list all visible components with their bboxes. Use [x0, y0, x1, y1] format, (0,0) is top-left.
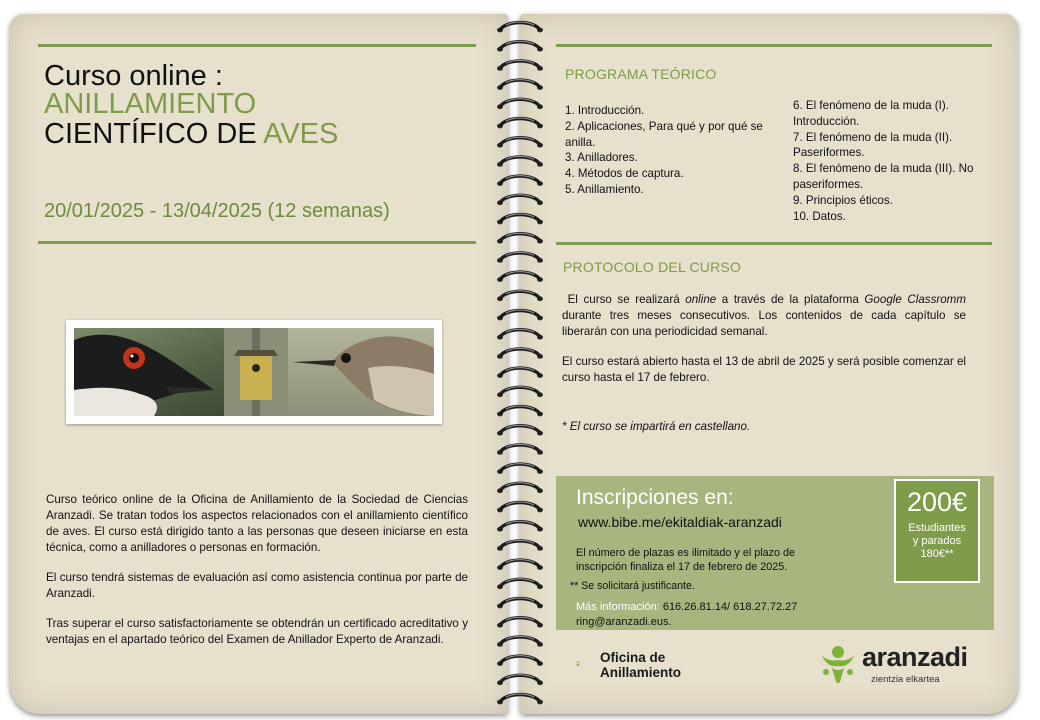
programa-heading: PROGRAMA TEÓRICO — [565, 66, 717, 82]
binding-ring — [500, 253, 540, 261]
oficina-line-1: Oficina de — [600, 650, 666, 665]
flycatcher-photo — [288, 328, 434, 416]
binding-ring — [500, 483, 540, 491]
discount-line: Estudiantes — [908, 522, 966, 534]
binding-ring — [500, 99, 540, 107]
ring-binding-icon — [496, 12, 544, 712]
phone-numbers: 616.26.81.14/ 618.27.72.27 — [659, 601, 798, 613]
aranzadi-logo — [818, 642, 858, 686]
programa-item: 2. Aplicaciones, Para qué y por qué se anilla. — [565, 119, 763, 149]
discount-price: 180€** — [920, 548, 954, 560]
binding-ring — [500, 560, 540, 568]
protocolo-paragraph-1 — [562, 292, 966, 340]
binding-ring — [500, 291, 540, 299]
programa-column-1 — [565, 103, 785, 198]
nest-box-photo — [224, 328, 288, 416]
binding-ring — [500, 541, 540, 549]
course-dates: 20/01/2025 - 13/04/2025 (12 semanas) — [44, 200, 390, 222]
aranzadi-subtitle: zientzia elkartea — [871, 674, 940, 685]
description-paragraph-3: Tras superar el curso satisfactoriamente se obtendrán un certificado acreditativo y ventajas en el apartado teórico del Examen de Anillador Experto de Aranzadi. — [46, 617, 468, 646]
description-paragraph-2: El curso tendrá sistemas de evaluación así como asistencia continua por parte de Aranzadi. — [46, 571, 468, 600]
programa-item: 9. Principios éticos. — [793, 193, 893, 207]
programa-rule — [556, 242, 992, 245]
binding-ring — [500, 656, 540, 664]
binding-ring — [500, 176, 540, 184]
description-paragraph-1: Curso teórico online de la Oficina de Anillamiento de la Sociedad de Ciencias Aranzadi. Se tratan todos los aspectos relacionados con el anillamiento científico de aves. El curso está dirigido tanto a las personas que deseen iniciarse en esta técnica, como a anilladores o personas en formación. — [46, 493, 468, 554]
programa-item: 4. Métodos de captura. — [565, 167, 684, 181]
oficina-anillamiento-logo — [576, 644, 600, 684]
online-emphasis: online — [685, 293, 717, 306]
binding-ring — [500, 42, 540, 50]
binding-ring — [500, 579, 540, 587]
oficina-line-2: Anillamiento — [600, 665, 682, 680]
course-name-main: CIENTÍFICO DE — [44, 118, 264, 150]
binding-ring — [500, 503, 540, 511]
protocolo-text — [562, 292, 966, 400]
binding-ring — [500, 272, 540, 280]
programa-item: 10. Datos. — [793, 209, 846, 223]
programa-item: 8. El fenómeno de la muda (III). No paseriformes. — [793, 162, 974, 191]
top-rule-left — [38, 44, 476, 47]
binding-ring — [500, 215, 540, 223]
binding-ring — [500, 426, 540, 434]
programa-column-2 — [793, 98, 983, 224]
binding-ring — [500, 61, 540, 69]
language-note: * El curso se impartirá en castellano. — [562, 420, 751, 433]
binding-ring — [500, 368, 540, 376]
protocolo-text-part: a través de la plataforma — [716, 293, 865, 306]
binding-ring — [500, 80, 540, 88]
course-type-title: Curso online : — [44, 60, 223, 92]
binding-ring — [500, 637, 540, 645]
binding-ring — [500, 618, 540, 626]
binding-ring — [500, 138, 540, 146]
programa-item: 5. Anillamiento. — [565, 182, 644, 196]
binding-ring — [500, 330, 540, 338]
price-box — [894, 479, 980, 583]
binding-ring — [500, 407, 540, 415]
platform-name: Google Classromm — [864, 293, 966, 306]
more-info — [576, 600, 797, 630]
course-name-line1: ANILLAMIENTO — [44, 88, 257, 120]
binding-ring — [500, 311, 540, 319]
binding-ring — [500, 522, 540, 530]
course-name-accent: AVES — [263, 118, 339, 150]
binding-ring — [500, 157, 540, 165]
more-info-label: Más información: — [576, 601, 660, 613]
top-rule-right — [556, 44, 992, 47]
binding-ring — [500, 599, 540, 607]
binding-ring — [500, 387, 540, 395]
course-name-line2 — [44, 118, 338, 151]
registration-box — [556, 476, 994, 630]
binding-ring — [500, 23, 540, 31]
discount-line: y parados — [912, 535, 962, 547]
programa-item: 1. Introducción. — [565, 104, 645, 117]
binding-ring — [500, 445, 540, 453]
programa-item: 7. El fenómeno de la muda (II). Paseriformes. — [793, 130, 953, 160]
discount-note — [896, 522, 978, 561]
binding-ring — [500, 464, 540, 472]
course-description — [46, 492, 468, 662]
binding-ring — [500, 119, 540, 127]
programa-item: 6. El fenómeno de la muda (I). Introducción. — [793, 99, 949, 128]
protocolo-text-part: durante tres meses consecutivos. Los contenidos de cada capítulo se liberarán con una periodicidad semanal. — [562, 309, 966, 338]
protocolo-text-part: El curso se realizará — [567, 293, 686, 306]
dates-rule — [38, 241, 476, 244]
binding-ring — [500, 195, 540, 203]
programa-item: 3. Anilladores. — [565, 151, 638, 165]
registration-info: El número de plazas es ilimitado y el plazo de inscripción finaliza el 17 de febrero de 2025. — [576, 547, 796, 573]
binding-ring — [500, 695, 540, 703]
protocolo-heading: PROTOCOLO DEL CURSO — [563, 259, 742, 275]
registration-link[interactable]: www.bibe.me/ekitaldiak-aranzadi — [578, 514, 782, 530]
email-link[interactable]: ring@aranzadi.eus. — [576, 616, 672, 628]
bird-photo-strip — [66, 320, 442, 424]
registration-title: Inscripciones en: — [576, 486, 734, 509]
price: 200€ — [906, 487, 968, 517]
binding-ring — [500, 234, 540, 242]
aranzadi-wordmark: aranzadi — [862, 642, 968, 672]
binding-ring — [500, 675, 540, 683]
justificante-note: ** Se solicitará justificante. — [570, 580, 695, 592]
protocolo-paragraph-2: El curso estará abierto hasta el 13 de abril de 2025 y será posible comenzar el curso hasta el 17 de febrero. — [562, 355, 966, 384]
oficina-logo-text — [600, 650, 681, 680]
binding-ring — [500, 349, 540, 357]
bird-photo — [74, 328, 224, 416]
